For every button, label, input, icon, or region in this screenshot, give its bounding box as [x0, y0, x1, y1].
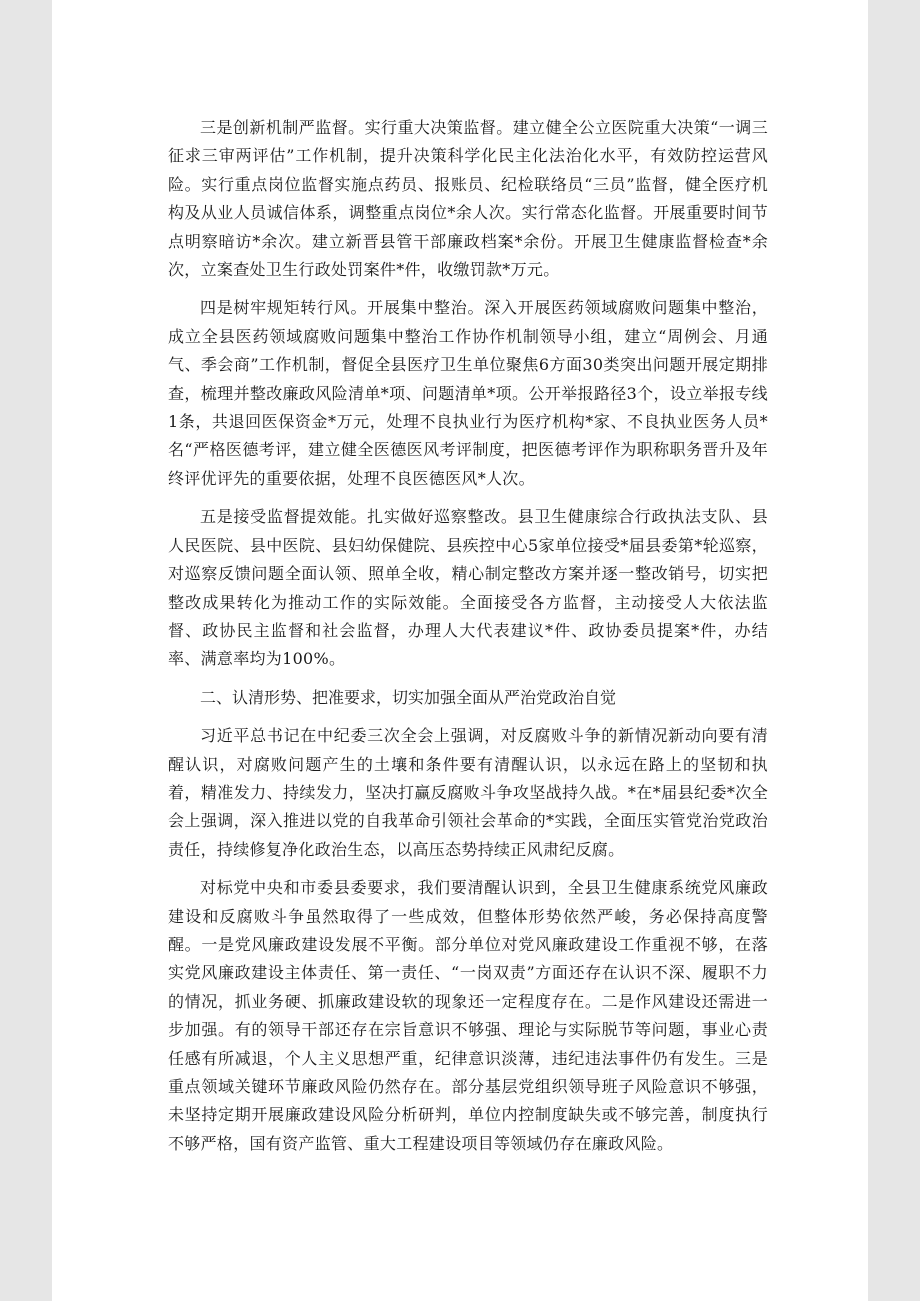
section-heading: 二、认清形势、把准要求，切实加强全面从严治党政治自觉	[200, 687, 617, 707]
paragraph-innovate-supervision: 三是创新机制严监督。实行重大决策监督。建立健全公立医院重大决策“一调三征求三审两评估”工作机制，提升决策科学化民主化法治化水平，有效防控运营风险。实行重点岗位监督实施点药员、报账员、纪检联络员“三员”监督，健全医疗机构及从业人员诚信体系，调整重点岗位*余人次。实行常态化监督。开展重要时间节点明察暗访*余次。建立新晋县管干部廉政档案*余份。开展卫生健康监督检查*余次，立案查处卫生行政处罚案件*件，收缴罚款*万元。	[168, 118, 768, 280]
paragraph-situation-analysis: 对标党中央和市委县委要求，我们要清醒认识到，全县卫生健康系统党风廉政建设和反腐败斗争虽然取得了一些成效，但整体形势依然严峻，务必保持高度警醒。一是党风廉政建设发展不平衡。部分单位对党风廉政建设工作重视不够，在落实党风廉政建设主体责任、第一责任、“一岗双责”方面还存在认识不深、履职不力的情况，抓业务硬、抓廉政建设软的现象还一定程度存在。二是作风建设还需进一步加强。有的领导干部还存在宗旨意识不够强、理论与实际脱节等问题，事业心责任感有所减退，个人主义思想严重，纪律意识淡薄，违纪违法事件仍有发生。三是重点领域关键环节廉政风险仍然存在。部分基层党组织领导班子风险意识不够强，未坚持定期开展廉政建设风险分析研判，单位内控制度缺失或不够完善，制度执行不够严格，国有资产监管、重大工程建设项目等领域仍存在廉政风险。	[168, 878, 768, 1153]
paragraph-xi-speech: 习近平总书记在中纪委三次全会上强调，对反腐败斗争的新情况新动向要有清醒认识，对腐败问题产生的土壤和条件要有清醒认识，以永远在路上的坚韧和执着，精准发力、持续发力，坚决打赢反腐败斗争攻坚战持久战。*在*届县纪委*次全会上强调，深入推进以党的自我革命引领社会革命的*实践，全面压实管党治党政治责任，持续修复净化政治生态，以高压态势持续正风肃纪反腐。	[168, 726, 768, 859]
paragraph-rules-conduct: 四是树牢规矩转行风。开展集中整治。深入开展医药领域腐败问题集中整治，成立全县医药领域腐败问题集中整治工作协作机制领导小组，建立“周例会、月通气、季会商”工作机制，督促全县医疗卫生单位聚焦6方面30类突出问题开展定期排查，梳理并整改廉政风险清单*项、问题清单*项。公开举报路径3个，设立举报专线1条，共退回医保资金*万元，处理不良执业行为医疗机构*家、不良执业医务人员*名“严格医德考评，建立健全医德医风考评制度，把医德考评作为职称职务晋升及年终评优评先的重要依据，处理不良医德医风*人次。	[168, 298, 768, 488]
paragraph-accept-supervision: 五是接受监督提效能。扎实做好巡察整改。县卫生健康综合行政执法支队、县人民医院、县中医院、县妇幼保健院、县疾控中心5家单位接受*届县委第*轮巡察，对巡察反馈问题全面认领、照单全收，精心制定整改方案并逐一整改销号，切实把整改成果转化为推动工作的实际效能。全面接受各方监督，主动接受人大依法监督、政协民主监督和社会监督，办理人大代表建议*件、政协委员提案*件，办结率、满意率均为100%。	[168, 507, 768, 669]
document-page	[52, 0, 868, 1301]
